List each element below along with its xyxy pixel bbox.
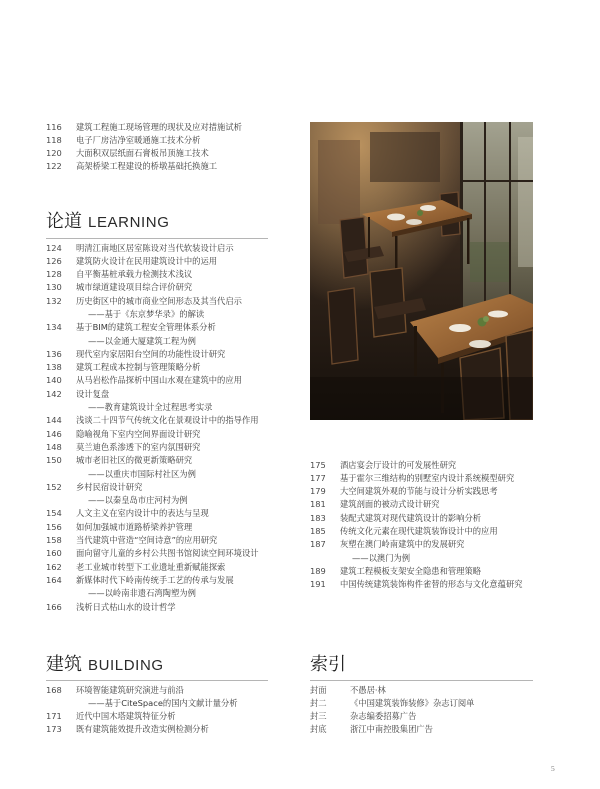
page-number: 148	[46, 441, 62, 452]
section-heading-index	[310, 654, 346, 676]
entry-title: 如何加强城市道路桥梁养护管理	[76, 521, 193, 532]
section-divider	[46, 680, 268, 681]
page-number: 183	[310, 512, 326, 523]
section-heading-cn: 索引	[310, 654, 346, 675]
toc-entry	[310, 472, 523, 485]
toc-entry	[46, 121, 242, 134]
toc-entry	[46, 534, 259, 547]
entry-title: 电子厂房洁净室暖通施工技术分析	[76, 134, 201, 145]
toc-entry	[46, 160, 242, 173]
toc-entry	[46, 268, 259, 281]
page-number: 126	[46, 255, 62, 266]
entry-title: 高架桥梁工程建设的桥墩基础托换施工	[76, 161, 218, 172]
index-entry	[310, 684, 474, 697]
index-entry	[310, 723, 474, 736]
index-entry	[310, 710, 474, 723]
page-number: 150	[46, 455, 62, 466]
entry-title: 灰塑在澳门岭南建筑中的发展研究	[340, 539, 465, 550]
toc-entry	[46, 281, 259, 294]
index-text: 杂志编委招募广告	[350, 711, 417, 722]
page-number: 130	[46, 282, 62, 293]
entry-title: 大面积双层纸面石膏板吊顶施工技术	[76, 148, 209, 159]
toc-entry	[310, 485, 523, 498]
page-number: 132	[46, 295, 62, 306]
page-number: 158	[46, 535, 62, 546]
toc-entry-subtitle	[46, 335, 259, 348]
index-label: 封面	[310, 684, 327, 695]
toc-entry	[310, 538, 523, 551]
page-number: 140	[46, 375, 62, 386]
page-number: 152	[46, 481, 62, 492]
entry-title: 面向留守儿童的乡村公共图书馆阅读空间环境设计	[76, 548, 259, 559]
toc-entry-subtitle	[310, 552, 523, 565]
page-number: 116	[46, 121, 62, 132]
page-number: 128	[46, 269, 62, 280]
page-number: 136	[46, 348, 62, 359]
entry-title: 城市老旧社区的微更新策略研究	[76, 455, 193, 466]
entry-title: 既有建筑能效提升改造实例检测分析	[76, 724, 209, 735]
toc-entry	[46, 521, 259, 534]
entry-subtitle: ——教育建筑设计全过程思考实录	[88, 402, 213, 413]
toc-entry	[46, 242, 259, 255]
interior-photo	[310, 122, 533, 420]
entry-title: 装配式建筑对现代建筑设计的影响分析	[340, 512, 482, 523]
toc-entry	[310, 578, 523, 591]
section-divider	[310, 680, 533, 681]
entry-title: 历史街区中的城市商业空间形态及其当代启示	[76, 295, 242, 306]
toc-entry	[46, 147, 242, 160]
page-number: 171	[46, 711, 62, 722]
entry-title: 建筑工程模板支架安全隐患和管理策略	[340, 565, 482, 576]
section-heading-cn: 论道	[46, 211, 82, 232]
entry-title: 乡村民宿设计研究	[76, 481, 143, 492]
toc-entry	[46, 295, 259, 308]
entry-title: 建筑防火设计在民用建筑设计中的运用	[76, 255, 218, 266]
toc-entry	[46, 374, 259, 387]
page-number: 185	[310, 525, 326, 536]
toc-entry	[46, 684, 238, 697]
toc-entry	[46, 348, 259, 361]
entry-subtitle: ——以秦皇岛市庄河村为例	[88, 495, 188, 506]
page-number: 124	[46, 242, 62, 253]
entry-subtitle: ——基于CiteSpace的国内文献计量分析	[88, 697, 238, 708]
entry-title: 设计复盘	[76, 388, 110, 399]
entry-subtitle: ——以金通大厦建筑工程为例	[88, 335, 196, 346]
entry-subtitle: ——以岭南非遗石湾陶塑为例	[88, 588, 196, 599]
toc-entry	[46, 601, 259, 614]
index-text: 不愚居·林	[350, 684, 386, 695]
entry-title: 老工业城市转型下工业遗址重新赋能探索	[76, 561, 226, 572]
entry-title: 浅析日式枯山水的设计哲学	[76, 601, 176, 612]
entry-subtitle: ——以澳门为例	[352, 552, 411, 563]
toc-entry	[46, 710, 238, 723]
page-number: 179	[310, 486, 326, 497]
index-entry	[310, 697, 474, 710]
entry-title: 大空间建筑外观的节能与设计分析实践思考	[340, 486, 498, 497]
toc-entry-subtitle	[46, 468, 259, 481]
entry-title: 基于霍尔三维结构的别墅室内设计系统模型研究	[340, 472, 515, 483]
toc-entry	[310, 525, 523, 538]
page-number: 175	[310, 459, 326, 470]
page-number: 156	[46, 521, 62, 532]
toc-entry	[46, 388, 259, 401]
page-number: 187	[310, 539, 326, 550]
entry-subtitle: ——基于《东京梦华录》的解读	[88, 308, 205, 319]
entry-title: 人文主义在室内设计中的表达与呈现	[76, 508, 209, 519]
entry-title: 环境智能建筑研究演进与前沿	[76, 684, 184, 695]
index-list	[310, 684, 474, 737]
toc-list-right	[310, 459, 523, 592]
toc-entry-subtitle	[46, 587, 259, 600]
toc-entry	[46, 134, 242, 147]
section-heading-learning	[46, 211, 170, 233]
page-number: 120	[46, 148, 62, 159]
page-number: 166	[46, 601, 62, 612]
page-number: 173	[46, 724, 62, 735]
page-number: 177	[310, 472, 326, 483]
page-number: 168	[46, 684, 62, 695]
toc-entry-subtitle	[46, 401, 259, 414]
entry-title: 建筑工程施工现场管理的现状及应对措施试析	[76, 121, 242, 132]
toc-entry	[46, 255, 259, 268]
entry-title: 隐喻视角下室内空间界面设计研究	[76, 428, 201, 439]
toc-entry	[310, 498, 523, 511]
index-text: 《中国建筑装饰装修》杂志订阅单	[350, 697, 475, 708]
entry-subtitle: ——以重庆市国际村社区为例	[88, 468, 196, 479]
page-number: 160	[46, 548, 62, 559]
toc-list-learning	[46, 242, 259, 614]
section-divider	[46, 238, 268, 239]
toc-entry	[46, 428, 259, 441]
section-heading-building	[46, 654, 164, 676]
toc-entry	[46, 574, 259, 587]
page-number: 144	[46, 415, 62, 426]
toc-entry-subtitle	[46, 697, 238, 710]
toc-entry-subtitle	[46, 494, 259, 507]
entry-title: 近代中国木塔建筑特征分析	[76, 711, 176, 722]
index-label: 封底	[310, 724, 327, 735]
entry-title: 传统文化元素在现代建筑装饰设计中的应用	[340, 525, 498, 536]
toc-entry	[310, 512, 523, 525]
toc-entry	[310, 459, 523, 472]
toc-entry	[46, 547, 259, 560]
entry-title: 自平衡基桩承载力检测技术浅议	[76, 269, 193, 280]
toc-entry	[46, 454, 259, 467]
toc-entry	[46, 481, 259, 494]
entry-title: 建筑工程成本控制与管理策略分析	[76, 362, 201, 373]
index-label: 封二	[310, 697, 327, 708]
page-number: 154	[46, 508, 62, 519]
entry-title: 莫兰迪色系渗透下的室内氛围研究	[76, 441, 201, 452]
page-number: 134	[46, 322, 62, 333]
page-number: 138	[46, 362, 62, 373]
toc-entry-subtitle	[46, 308, 259, 321]
restaurant-interior-image	[310, 122, 533, 420]
index-label: 封三	[310, 711, 327, 722]
page-number: 122	[46, 161, 62, 172]
entry-title: 现代室内家居阳台空间的功能性设计研究	[76, 348, 226, 359]
page-number: 189	[310, 565, 326, 576]
toc-entry	[46, 414, 259, 427]
page-number: 142	[46, 388, 62, 399]
page-number: 162	[46, 561, 62, 572]
entry-title: 从马岩松作品探析中国山水观在建筑中的应用	[76, 375, 242, 386]
section-heading-cn: 建筑	[46, 654, 82, 675]
entry-title: 中国传统建筑装饰构件雀替的形态与文化意蕴研究	[340, 579, 523, 590]
entry-title: 当代建筑中营造“空间诗意”的应用研究	[76, 535, 218, 546]
toc-entry	[46, 361, 259, 374]
toc-entry	[46, 723, 238, 736]
entry-title: 城市绿道建设项目综合评价研究	[76, 282, 193, 293]
toc-entry	[46, 561, 259, 574]
entry-title: 浅谈二十四节气传统文化在景观设计中的指导作用	[76, 415, 259, 426]
section-heading-en: BUILDING	[88, 657, 164, 674]
section-heading-en: LEARNING	[88, 214, 170, 231]
page-number: 191	[310, 579, 326, 590]
page-number-footer: 5	[551, 764, 555, 773]
toc-list-top	[46, 121, 242, 174]
page-number: 164	[46, 574, 62, 585]
toc-entry	[46, 441, 259, 454]
entry-title: 明清江南地区居室陈设对当代软装设计启示	[76, 242, 234, 253]
page-number: 146	[46, 428, 62, 439]
toc-list-building	[46, 684, 238, 737]
toc-entry	[46, 321, 259, 334]
entry-title: 酒店宴会厅设计的可发展性研究	[340, 459, 457, 470]
page-number: 181	[310, 499, 326, 510]
index-text: 浙江中南控股集团广告	[350, 724, 433, 735]
page-number: 118	[46, 134, 62, 145]
entry-title: 基于BIM的建筑工程安全管理体系分析	[76, 322, 216, 333]
chair	[328, 288, 358, 364]
toc-entry	[46, 507, 259, 520]
entry-title: 新媒体时代下岭南传统手工艺的传承与发展	[76, 574, 234, 585]
entry-title: 建筑剖面的被动式设计研究	[340, 499, 440, 510]
toc-entry	[310, 565, 523, 578]
